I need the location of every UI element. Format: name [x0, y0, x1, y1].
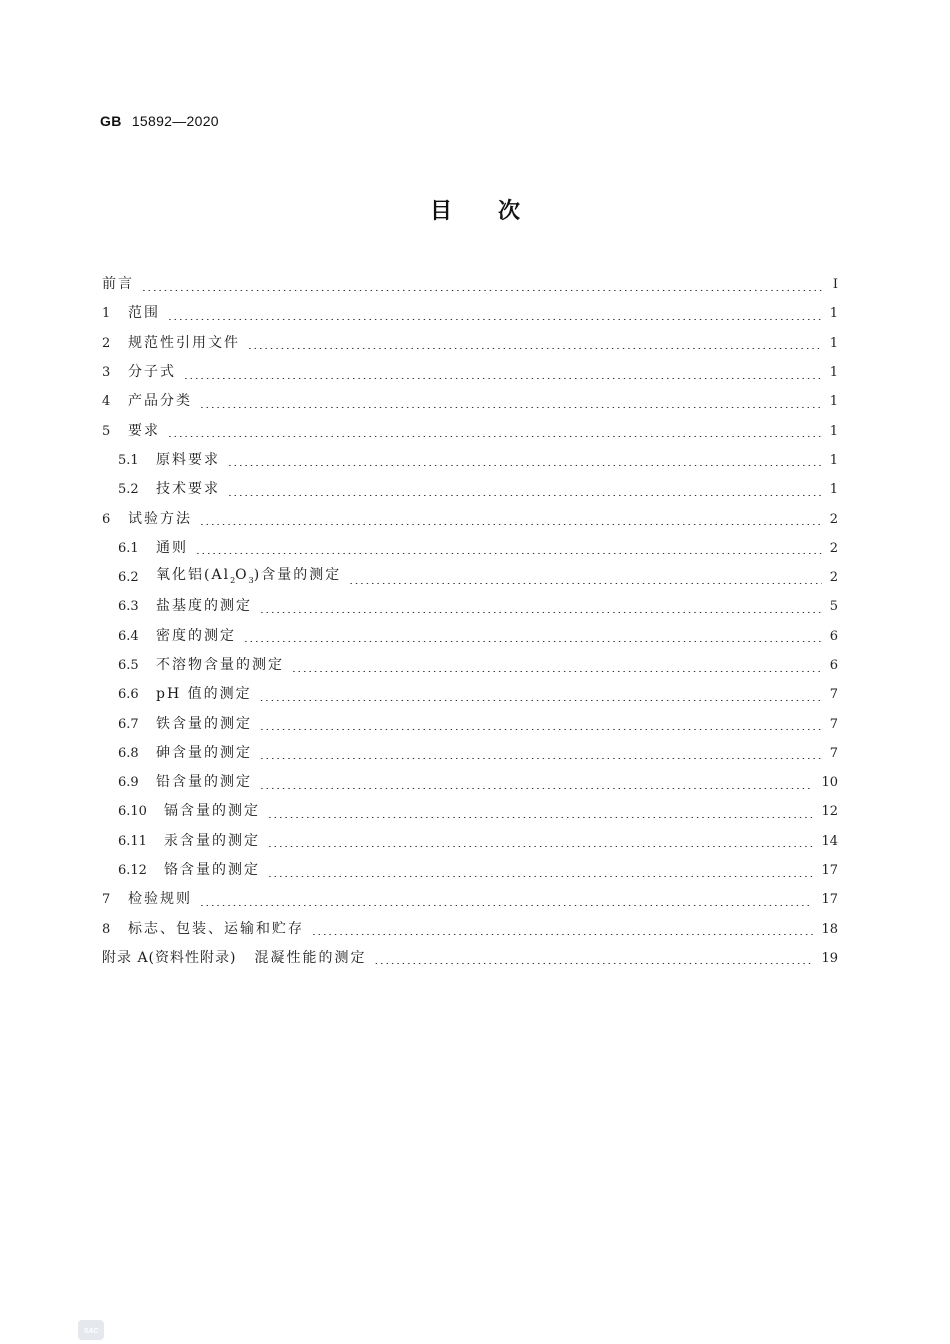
- svg-text:SAC: SAC: [83, 1328, 99, 1335]
- toc-label: 密度的测定: [156, 627, 236, 644]
- toc-entry-6-1[interactable]: [102, 534, 838, 563]
- toc-page-number: 1: [829, 423, 838, 439]
- toc-entry-6-9[interactable]: [102, 768, 838, 797]
- toc-entry-6-4[interactable]: [102, 622, 838, 651]
- toc-section-number: 6.12: [118, 863, 147, 879]
- sac-logo-icon: [78, 1320, 104, 1340]
- dot-leader: [292, 658, 822, 672]
- toc-entry-6-11[interactable]: [102, 827, 838, 856]
- dot-leader: [260, 775, 813, 789]
- dot-leader: [260, 687, 822, 701]
- toc-entry-6-3[interactable]: [102, 592, 838, 621]
- toc-page-number: 7: [829, 687, 838, 703]
- dot-leader: [260, 745, 822, 759]
- toc-page-number: 6: [829, 628, 838, 644]
- page-title: [0, 194, 950, 225]
- toc-section-number: 6.2: [118, 570, 139, 586]
- dot-leader: [268, 863, 813, 877]
- toc-section-number: 7: [102, 892, 111, 908]
- subscript: 2: [230, 575, 236, 585]
- dot-leader: [268, 804, 813, 818]
- toc-page-number: 2: [829, 511, 838, 527]
- standard-number: [100, 113, 219, 129]
- toc-label: 标志、包装、运输和贮存: [128, 920, 304, 937]
- toc-label: 要求: [128, 422, 160, 439]
- dot-leader: [268, 833, 813, 847]
- dot-leader: [260, 599, 822, 613]
- toc-entry-1[interactable]: [102, 299, 838, 328]
- title-char-1: 目: [429, 199, 452, 224]
- toc-section-number: 6.9: [118, 775, 139, 791]
- dot-leader: [184, 365, 822, 379]
- toc-label: 产品分类: [128, 393, 192, 410]
- toc-page-number: 17: [821, 892, 838, 908]
- standard-code: 15892—2020: [131, 113, 219, 129]
- dot-leader: [168, 306, 822, 320]
- toc-label: 技术要求: [156, 481, 220, 498]
- toc-entry-6-5[interactable]: [102, 651, 838, 680]
- toc-page-number: 17: [821, 863, 838, 879]
- toc-label: 盐基度的测定: [156, 598, 252, 615]
- toc-page-number: 1: [829, 482, 838, 498]
- toc-entry-7[interactable]: [102, 885, 838, 914]
- toc-section-number: 2: [102, 335, 111, 351]
- toc-page-number: 1: [829, 365, 838, 381]
- toc-section-number: 6.8: [118, 745, 139, 761]
- toc-label: 前言: [102, 276, 134, 293]
- dot-leader: [312, 921, 813, 935]
- toc-section-number: 4: [102, 394, 111, 410]
- toc-entry-6-12[interactable]: [102, 856, 838, 885]
- toc-label: 检验规则: [128, 891, 192, 908]
- toc-label: [156, 561, 341, 595]
- toc-label-part: 氧化铝(Al: [156, 566, 231, 583]
- toc-page-number: 2: [829, 570, 838, 586]
- toc-section-number: 6.7: [118, 716, 139, 732]
- toc-entry-4[interactable]: [102, 387, 838, 416]
- toc-label: 汞含量的测定: [164, 832, 260, 849]
- dot-leader: [228, 452, 822, 466]
- toc-entry-5[interactable]: [102, 416, 838, 445]
- toc-entry-3[interactable]: [102, 358, 838, 387]
- toc-section-number: 6.4: [118, 628, 139, 644]
- toc-entry-6[interactable]: [102, 504, 838, 533]
- toc-label: 镉含量的测定: [164, 803, 260, 820]
- toc-entry-6-2[interactable]: [102, 563, 838, 592]
- toc-label: 铬含量的测定: [164, 862, 260, 879]
- toc-section-number: 5.1: [118, 452, 139, 468]
- toc-label: 铅含量的测定: [156, 774, 252, 791]
- toc-page-number: 7: [829, 716, 838, 732]
- toc-label-part: )含量的测定: [253, 566, 342, 583]
- toc-section-number: 1: [102, 306, 111, 322]
- toc-page-number: 7: [829, 745, 838, 761]
- dot-leader: [260, 716, 822, 730]
- toc-section-number: 5.2: [118, 482, 139, 498]
- dot-leader: [196, 540, 822, 554]
- toc-section-number: 6.6: [118, 687, 139, 703]
- toc-page-number: 5: [829, 599, 838, 615]
- toc-section-number: 8: [102, 921, 111, 937]
- dot-leader: [200, 394, 822, 408]
- toc-section-number: 6.10: [118, 804, 147, 820]
- toc-page-number: 6: [829, 658, 838, 673]
- toc-label: 试验方法: [128, 510, 192, 527]
- toc-label: 分子式: [128, 364, 176, 381]
- toc-label: pH 值的测定: [156, 686, 252, 703]
- toc-entry-foreword[interactable]: [102, 270, 838, 299]
- toc-label: 通则: [156, 539, 188, 556]
- toc-entry-5-1[interactable]: [102, 446, 838, 475]
- toc-entry-6-7[interactable]: [102, 709, 838, 738]
- toc-page-number: 10: [821, 775, 838, 791]
- toc-entry-5-2[interactable]: [102, 475, 838, 504]
- toc-entry-8[interactable]: [102, 915, 838, 944]
- dot-leader: [248, 335, 822, 349]
- table-of-contents: [102, 270, 838, 973]
- toc-page-number: 2: [829, 540, 838, 556]
- toc-entry-6-10[interactable]: [102, 797, 838, 826]
- toc-section-number: 6.1: [118, 540, 139, 556]
- toc-label-part: O: [235, 566, 249, 583]
- dot-leader: [374, 950, 813, 964]
- toc-entry-appendix-a[interactable]: [102, 944, 838, 973]
- toc-section-number: 6.3: [118, 599, 139, 615]
- dot-leader: [200, 511, 822, 525]
- toc-section-number: 6.5: [118, 658, 139, 673]
- toc-page-number: 1: [829, 452, 838, 468]
- toc-label: 原料要求: [156, 451, 220, 468]
- dot-leader: [200, 892, 813, 906]
- dot-leader: [349, 570, 822, 584]
- toc-page-number: 1: [829, 394, 838, 410]
- toc-section-number: 6: [102, 511, 111, 527]
- toc-label: 铁含量的测定: [156, 715, 252, 732]
- toc-page-number: 1: [829, 306, 838, 322]
- toc-label: 砷含量的测定: [156, 744, 252, 761]
- toc-label: 混凝性能的测定: [254, 949, 367, 966]
- toc-section-number: 3: [102, 365, 111, 381]
- toc-page-number: 18: [821, 921, 838, 937]
- toc-page-number: 14: [821, 833, 838, 849]
- dot-leader: [142, 277, 822, 291]
- dot-leader: [228, 482, 822, 496]
- standard-prefix: GB: [100, 113, 122, 129]
- toc-page-number: 19: [821, 950, 838, 966]
- toc-label: 不溶物含量的测定: [156, 657, 284, 673]
- toc-section-number: 5: [102, 423, 111, 439]
- toc-appendix-label: 附录 A(资料性附录): [102, 949, 237, 966]
- dot-leader: [244, 628, 822, 642]
- title-char-2: 次: [498, 199, 521, 224]
- toc-entry-6-6[interactable]: [102, 680, 838, 709]
- toc-label: 规范性引用文件: [128, 334, 240, 351]
- toc-label: 范围: [128, 305, 160, 322]
- toc-section-number: 6.11: [118, 833, 147, 849]
- toc-page-number: Ⅰ: [832, 277, 838, 293]
- toc-page-number: 12: [821, 804, 838, 820]
- dot-leader: [168, 423, 822, 437]
- toc-entry-2[interactable]: [102, 329, 838, 358]
- toc-entry-6-8[interactable]: [102, 739, 838, 768]
- toc-page-number: 1: [829, 335, 838, 351]
- subscript: 3: [248, 575, 254, 585]
